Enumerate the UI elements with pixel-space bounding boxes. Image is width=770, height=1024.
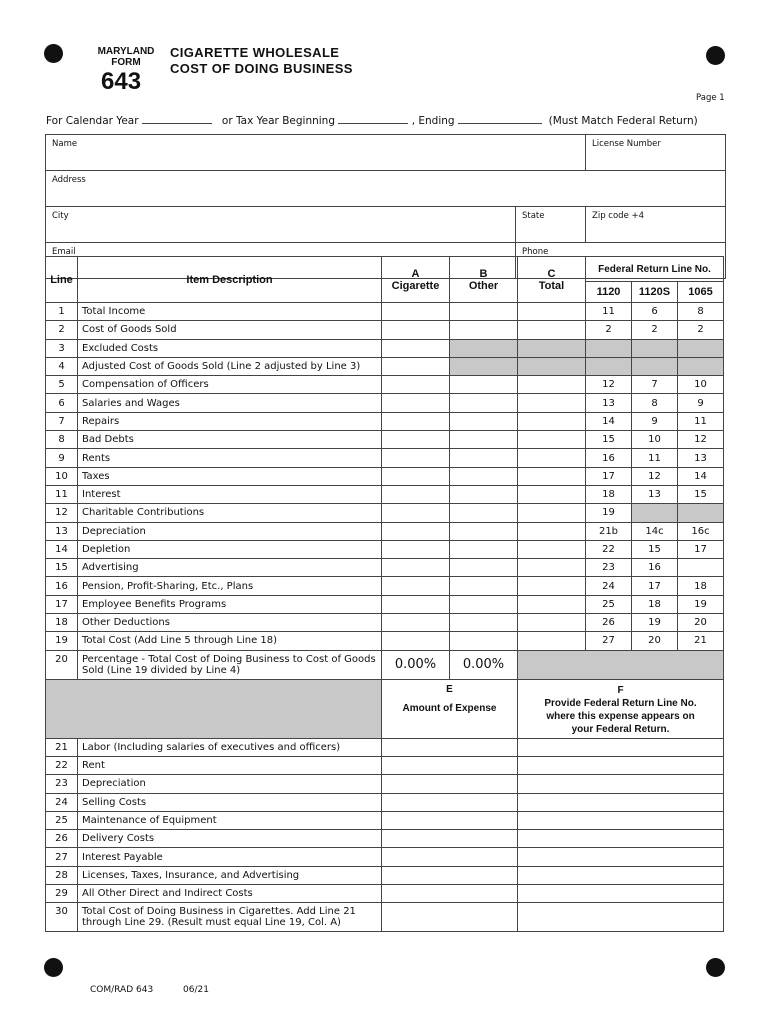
line-description: Compensation of Officers [78,376,382,394]
percentage-col-a[interactable]: 0.00% [382,650,450,679]
col-a-cigarette-cell[interactable] [382,431,450,449]
fed-1120s-line: 12 [632,467,678,485]
col-a-cigarette-cell[interactable] [382,540,450,558]
line-description: Advertising [78,559,382,577]
ending-field[interactable] [458,114,542,124]
table-row [46,357,724,375]
col-a-cigarette-cell[interactable] [382,504,450,522]
col-a-cigarette-cell[interactable] [382,449,450,467]
table-row [46,412,724,430]
col-c-total-cell[interactable] [518,485,586,503]
col-c-total-cell[interactable] [518,467,586,485]
table-row [46,830,724,848]
line-description: Rent [78,756,382,774]
col-b-other-cell[interactable] [450,485,518,503]
line-number: 9 [46,449,78,467]
col-c-total-cell[interactable] [518,412,586,430]
line-number: 27 [46,848,78,866]
fed-1120s-line [632,339,678,357]
col-f-header: F Provide Federal Return Line No. where this expense appears on your Federal Return. [518,679,724,738]
line-number: 12 [46,504,78,522]
percentage-col-b[interactable]: 0.00% [450,650,518,679]
col-c-total-cell[interactable] [518,577,586,595]
col-a-cigarette-cell[interactable] [382,595,450,613]
fed-1120-line: 21b [586,522,632,540]
amount-of-expense-cell[interactable] [382,903,518,932]
col-b-other-cell[interactable] [450,467,518,485]
line-description: Maintenance of Equipment [78,811,382,829]
col-c-total-cell[interactable] [518,449,586,467]
line-number: 5 [46,376,78,394]
col-c-total-cell[interactable] [518,321,586,339]
form-code: COM/RAD 643 [90,985,154,995]
item-description-header: Item Description [78,257,382,303]
table-row [46,522,724,540]
line-number: 7 [46,412,78,430]
col-a-cigarette-cell[interactable] [382,614,450,632]
fed-1065-line: 19 [678,595,724,613]
line-description: Total Cost (Add Line 5 through Line 18) [78,632,382,650]
calendar-year-label: For Calendar Year [46,115,139,127]
col-b-other-cell[interactable] [450,595,518,613]
fed-1120s-line: 15 [632,540,678,558]
shaded-cell [450,357,518,375]
line-number: 23 [46,775,78,793]
fed-1065-line: 8 [678,303,724,321]
line-description: Rents [78,449,382,467]
col-b-other-cell[interactable] [450,376,518,394]
fed-1120-line: 15 [586,431,632,449]
shaded-cell [46,679,382,738]
line-number: 29 [46,885,78,903]
fed-1065-line: 17 [678,540,724,558]
federal-line-cell[interactable] [518,903,724,932]
fed-1120s-line [632,357,678,375]
col-a-cigarette-cell[interactable] [382,485,450,503]
registration-mark [44,958,63,977]
form-state-label: MARYLAND FORM [97,46,155,68]
fed-1065-line: 10 [678,376,724,394]
col-c-total-cell[interactable] [518,632,586,650]
table-row [46,866,724,884]
fed-1120s-line: 9 [632,412,678,430]
line-number: 15 [46,559,78,577]
col-b-other-cell[interactable] [450,577,518,595]
line-number: 3 [46,339,78,357]
email-field[interactable]: Email [46,243,516,279]
line-number: 24 [46,793,78,811]
line-description: Total Cost of Doing Business in Cigarettes. Add Line 21 through Line 29. (Result must equal Line 19, Col. A) [78,903,382,932]
line-number: 13 [46,522,78,540]
fed-1120-line: 2 [586,321,632,339]
col-c-header: C Total [518,257,586,303]
page-number: Page 1 [696,93,725,103]
phone-field[interactable]: Phone [516,243,726,279]
federal-line-cell[interactable] [518,738,724,756]
fed-1120-line: 25 [586,595,632,613]
line-description: Licenses, Taxes, Insurance, and Advertising [78,866,382,884]
fed-1120-line [586,357,632,375]
line-description: Pension, Profit-Sharing, Etc., Plans [78,577,382,595]
fed-1120-line: 23 [586,559,632,577]
fed-1065-line: 2 [678,321,724,339]
amount-of-expense-cell[interactable] [382,756,518,774]
address-field[interactable]: Address [46,171,726,207]
line-description: Other Deductions [78,614,382,632]
shaded-cell [518,357,586,375]
fed-1120-line: 12 [586,376,632,394]
col-b-other-cell[interactable] [450,449,518,467]
federal-line-cell[interactable] [518,848,724,866]
line-number: 10 [46,467,78,485]
col-a-cigarette-cell[interactable] [382,321,450,339]
federal-line-cell[interactable] [518,756,724,774]
col-b-other-cell[interactable] [450,559,518,577]
fed-1065-line: 11 [678,412,724,430]
amount-of-expense-cell[interactable] [382,738,518,756]
col-c-total-cell[interactable] [518,559,586,577]
amount-of-expense-cell[interactable] [382,885,518,903]
shaded-cell [518,650,724,679]
fed-1120-line: 24 [586,577,632,595]
amount-of-expense-cell[interactable] [382,848,518,866]
shaded-cell [450,339,518,357]
fed-1120-line: 18 [586,485,632,503]
amount-of-expense-cell[interactable] [382,811,518,829]
fed-1065-line [678,357,724,375]
table-row [46,793,724,811]
col-a-cigarette-cell[interactable] [382,522,450,540]
fed-1120s-header: 1120S [632,282,678,303]
fed-1065-line [678,339,724,357]
license-number-field[interactable]: License Number [586,135,726,171]
line-description: All Other Direct and Indirect Costs [78,885,382,903]
amount-of-expense-cell[interactable] [382,866,518,884]
table-row [46,321,724,339]
fed-1120-line: 11 [586,303,632,321]
fed-1120s-line: 8 [632,394,678,412]
amount-of-expense-cell[interactable] [382,775,518,793]
col-b-other-cell[interactable] [450,303,518,321]
col-e-header: E Amount of Expense [382,679,518,738]
amount-of-expense-cell[interactable] [382,793,518,811]
calendar-year-field[interactable] [142,114,212,124]
col-c-total-cell[interactable] [518,522,586,540]
col-b-other-cell[interactable] [450,394,518,412]
cost-lines-table [45,256,724,932]
col-a-cigarette-cell[interactable] [382,467,450,485]
state-field[interactable]: State [516,207,586,243]
col-c-total-cell[interactable] [518,376,586,394]
table-row [46,632,724,650]
table-row [46,738,724,756]
federal-line-cell[interactable] [518,885,724,903]
table-row [46,467,724,485]
table-row [46,540,724,558]
line-description: Depreciation [78,775,382,793]
line-description: Labor (Including salaries of executives and officers) [78,738,382,756]
col-c-total-cell[interactable] [518,540,586,558]
fed-1120-line: 19 [586,504,632,522]
fed-1065-line: 14 [678,467,724,485]
fed-1065-line: 9 [678,394,724,412]
col-b-other-cell[interactable] [450,540,518,558]
col-a-cigarette-cell[interactable] [382,394,450,412]
city-field[interactable]: City [46,207,516,243]
line-description: Charitable Contributions [78,504,382,522]
table-row [46,811,724,829]
line-number: 18 [46,614,78,632]
line-number: 26 [46,830,78,848]
line-description: Salaries and Wages [78,394,382,412]
line-description: Depreciation [78,522,382,540]
fed-1065-header: 1065 [678,282,724,303]
line-description: Taxes [78,467,382,485]
col-b-other-cell[interactable] [450,504,518,522]
col-c-total-cell[interactable] [518,504,586,522]
fed-1065-line: 12 [678,431,724,449]
line-description: Excluded Costs [78,339,382,357]
line-number: 30 [46,903,78,932]
col-b-other-cell[interactable] [450,321,518,339]
line-number: 19 [46,632,78,650]
fed-1065-line: 16c [678,522,724,540]
fed-1120-line: 16 [586,449,632,467]
line-number: 4 [46,357,78,375]
fed-1120s-line: 13 [632,485,678,503]
fed-1065-line [678,504,724,522]
line-number: 28 [46,866,78,884]
fed-1120s-line: 19 [632,614,678,632]
zip-field[interactable]: Zip code +4 [586,207,726,243]
line-description: Repairs [78,412,382,430]
fed-1120-line: 17 [586,467,632,485]
fed-1120s-line: 2 [632,321,678,339]
tax-year-beginning-label: or Tax Year Beginning [221,115,335,127]
col-b-other-cell[interactable] [450,614,518,632]
fed-1120-line: 26 [586,614,632,632]
line-number: 20 [46,650,78,679]
line-number: 21 [46,738,78,756]
ending-label: , Ending [411,115,455,127]
table-row [46,756,724,774]
col-a-cigarette-cell[interactable] [382,357,450,375]
table-row [46,303,724,321]
col-c-total-cell[interactable] [518,394,586,412]
fed-1120s-line [632,504,678,522]
table-row [46,376,724,394]
fed-1120-line: 22 [586,540,632,558]
table-row [46,885,724,903]
fed-1065-line: 13 [678,449,724,467]
table-row [46,614,724,632]
federal-line-cell[interactable] [518,830,724,848]
federal-line-cell[interactable] [518,811,724,829]
table-row [46,595,724,613]
federal-line-cell[interactable] [518,793,724,811]
must-match-note: (Must Match Federal Return) [548,115,698,127]
line-description: Interest [78,485,382,503]
fed-1120-line: 27 [586,632,632,650]
registration-mark [706,46,725,65]
line-description: Employee Benefits Programs [78,595,382,613]
col-b-other-cell[interactable] [450,431,518,449]
col-c-total-cell[interactable] [518,595,586,613]
col-a-cigarette-cell[interactable] [382,339,450,357]
fed-1065-line: 18 [678,577,724,595]
col-b-other-cell[interactable] [450,522,518,540]
table-row [46,504,724,522]
fed-1120s-line: 20 [632,632,678,650]
line-number: 25 [46,811,78,829]
table-row [46,775,724,793]
form-number: 643 [101,68,142,95]
line-number: 2 [46,321,78,339]
federal-line-cell[interactable] [518,775,724,793]
shaded-cell [518,339,586,357]
fed-1120-line [586,339,632,357]
fed-1065-line: 20 [678,614,724,632]
line-description: Selling Costs [78,793,382,811]
fed-1120s-line: 16 [632,559,678,577]
table-row [46,485,724,503]
table-row [46,577,724,595]
fed-1120s-line: 6 [632,303,678,321]
col-a-cigarette-cell[interactable] [382,376,450,394]
col-a-header: A Cigarette [382,257,450,303]
name-field[interactable]: Name [46,135,586,171]
fed-1065-line: 15 [678,485,724,503]
col-a-cigarette-cell[interactable] [382,559,450,577]
fed-1120s-line: 11 [632,449,678,467]
form-revision-date: 06/21 [183,985,209,995]
fed-1120-header: 1120 [586,282,632,303]
amount-of-expense-cell[interactable] [382,830,518,848]
line-description: Depletion [78,540,382,558]
line-description: Interest Payable [78,848,382,866]
table-row [46,559,724,577]
table-row [46,848,724,866]
federal-line-header: Federal Return Line No. [586,257,724,282]
fed-1120-line: 13 [586,394,632,412]
line-number: 16 [46,577,78,595]
line-number: 14 [46,540,78,558]
line-number: 11 [46,485,78,503]
tax-year-beginning-field[interactable] [338,114,408,124]
table-row [46,339,724,357]
line-description: Bad Debts [78,431,382,449]
table-row [46,394,724,412]
line-description: Percentage - Total Cost of Doing Business to Cost of Goods Sold (Line 19 divided by Line 4) [78,650,382,679]
col-b-other-cell[interactable] [450,632,518,650]
col-b-header: B Other [450,257,518,303]
fed-1120s-line: 7 [632,376,678,394]
col-c-total-cell[interactable] [518,431,586,449]
calendar-line [46,114,698,127]
line-column-header: Line [46,257,78,303]
line-number: 6 [46,394,78,412]
line-description: Total Income [78,303,382,321]
fed-1120s-line: 14c [632,522,678,540]
federal-line-cell[interactable] [518,866,724,884]
line-description: Cost of Goods Sold [78,321,382,339]
registration-mark [706,958,725,977]
fed-1120s-line: 17 [632,577,678,595]
fed-1120s-line: 18 [632,595,678,613]
registration-mark [44,44,63,63]
col-a-cigarette-cell[interactable] [382,412,450,430]
col-a-cigarette-cell[interactable] [382,632,450,650]
fed-1120s-line: 10 [632,431,678,449]
fed-1065-line [678,559,724,577]
form-title: CIGARETTE WHOLESALE COST OF DOING BUSINESS [170,45,353,76]
col-a-cigarette-cell[interactable] [382,577,450,595]
col-b-other-cell[interactable] [450,412,518,430]
table-row [46,449,724,467]
col-c-total-cell[interactable] [518,614,586,632]
col-c-total-cell[interactable] [518,303,586,321]
line-number: 22 [46,756,78,774]
line-number: 1 [46,303,78,321]
line-description: Delivery Costs [78,830,382,848]
fed-1120-line: 14 [586,412,632,430]
line-description: Adjusted Cost of Goods Sold (Line 2 adjusted by Line 3) [78,357,382,375]
line-number: 17 [46,595,78,613]
col-a-cigarette-cell[interactable] [382,303,450,321]
line-number: 8 [46,431,78,449]
fed-1065-line: 21 [678,632,724,650]
table-row [46,431,724,449]
